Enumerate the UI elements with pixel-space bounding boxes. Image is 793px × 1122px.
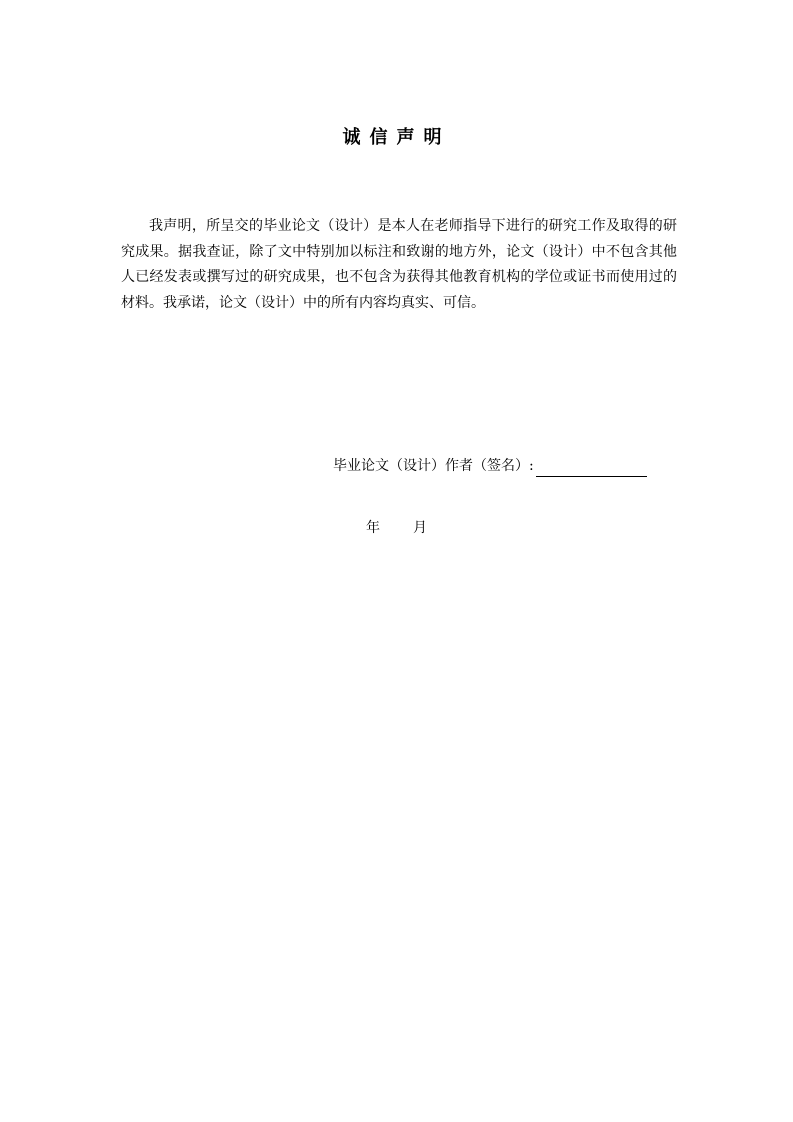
signature-label: 毕业论文（设计）作者（签名）: xyxy=(333,458,534,474)
declaration-paragraph: 我声明，所呈交的毕业论文（设计）是本人在老师指导下进行的研究工作及取得的研究成果。据我查证，除了文中特别加以标注和致谢的地方外，论文（设计）中不包含其他人已经发表或撰写过的研究成果，也不包含为获得其他教育机构的学位或证书而使用过的材料。我承诺，论文（设计）中的所有内容均真实、可信。 xyxy=(121,218,677,311)
date-month-label: 月 xyxy=(413,520,427,536)
date-line xyxy=(366,517,427,539)
signature-blank xyxy=(536,460,647,477)
date-year-label: 年 xyxy=(366,520,380,536)
page-title: 诚信声明 xyxy=(342,127,451,148)
signature-line xyxy=(333,455,678,477)
